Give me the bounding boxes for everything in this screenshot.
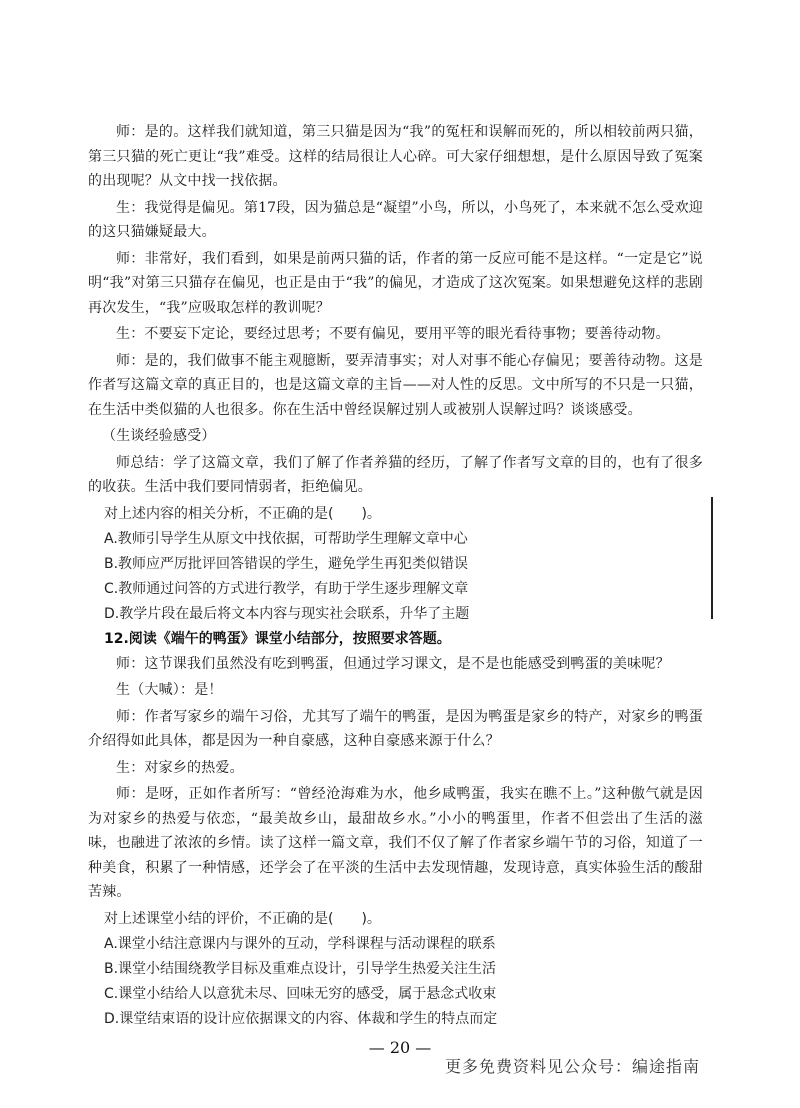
option-d: D.课堂结束语的设计应依据课文的内容、体裁和学生的特点而定	[104, 1010, 498, 1027]
paragraph: 师：这节课我们虽然没有吃到鸭蛋，但通过学习课文，是不是也能感受到鸭蛋的美味呢？	[116, 655, 670, 672]
question-stem: 对上述课堂小结的评价，不正确的是( )。	[104, 910, 381, 927]
question-heading: 12.阅读《端午的鸭蛋》课堂小结部分，按照要求答题。	[104, 630, 451, 647]
footer-note: 更多免费资料见公众号：编途指南	[444, 1057, 700, 1076]
paragraph: 师：是的，我们做事不能主观臆断，要弄清事实；对人对事不能心存偏见；要善待动物。这是作者写这篇文章的真正目的，也是这篇文章的主旨——对人性的反思。文中所写的不只是一只猫，在生活中类似猫的人也很多。你在生活中曾经误解过别人或被别人误解过吗？谈谈感受。	[88, 352, 703, 418]
question-12	[88, 627, 703, 1032]
dialogue-block-cat	[88, 120, 703, 500]
paragraph: 师：非常好，我们看到，如果是前两只猫的话，作者的第一反应可能不是这样。“一定是它”说明“我”对第三只猫存在偏见，也正是由于“我”的偏见，才造成了这次冤案。如果想避免这样的悲剧再次发生，“我”应吸取怎样的教训呢？	[88, 250, 703, 316]
option-a: A.课堂小结注意课内与课外的互动，学科课程与活动课程的联系	[104, 935, 496, 952]
option-d: D.教学片段在最后将文本内容与现实社会联系，升华了主题	[104, 605, 470, 622]
paragraph: 生：对家乡的热爱。	[116, 759, 244, 776]
page-body	[88, 120, 703, 1032]
option-b: B.课堂小结围绕教学目标及重难点设计，引导学生热爱关注生活	[104, 960, 497, 977]
paragraph: （生谈经验感受）	[102, 428, 216, 444]
paragraph: 生（大喊）：是！	[116, 682, 223, 698]
question-11	[88, 502, 703, 627]
option-b: B.教师应严厉批评回答错误的学生，避免学生再犯类似错误	[104, 555, 469, 572]
paragraph: 师：作者写家乡的端午习俗，尤其写了端午的鸭蛋，是因为鸭蛋是家乡的特产，对家乡的鸭蛋介绍得如此具体，都是因为一种自豪感，这种自豪感来源于什么？	[88, 708, 703, 749]
margin-scan-mark	[711, 545, 713, 619]
paragraph: 生：不要妄下定论，要经过思考；不要有偏见，要用平等的眼光看待事物；要善待动物。	[116, 326, 670, 342]
page-number: — 20 —	[368, 1038, 432, 1057]
paragraph: 师：是的。这样我们就知道，第三只猫是因为“我”的冤枉和误解而死的，所以相较前两只猫，第三只猫的死亡更让“我”难受。这样的结局很让人心碎。可大家仔细想想，是什么原因导致了冤案的出现呢？从文中找一找依据。	[88, 124, 703, 189]
paragraph: 师：是呀，正如作者所写：“曾经沧海难为水，他乡咸鸭蛋，我实在瞧不上。”这种傲气就是因为对家乡的热爱与依恋，“最美故乡山，最甜故乡水。”小小的鸭蛋里，作者不但尝出了生活的滋味，也融进了浓浓的乡情。读了这样一篇文章，我们不仅了解了作者家乡端午节的习俗，知道了一种美食，积累了一种情感，还学会了在平淡的生活中去发现情趣，发现诗意，真实体验生活的酸甜苦辣。	[88, 786, 703, 900]
question-stem: 对上述内容的相关分析，不正确的是( )。	[104, 505, 381, 522]
option-a: A.教师引导学生从原文中找依据，可帮助学生理解文章中心	[104, 530, 468, 547]
option-c: C.教师通过问答的方式进行教学，有助于学生逐步理解文章	[104, 580, 469, 597]
paragraph: 生：我觉得是偏见。第17段，因为猫总是“凝望”小鸟，所以，小鸟死了，本来就不怎么受欢迎的这只猫嫌疑最大。	[88, 199, 703, 240]
paragraph: 师总结：学了这篇文章，我们了解了作者养猫的经历，了解了作者写文章的目的，也有了很多的收获。生活中我们要同情弱者，拒绝偏见。	[88, 454, 703, 495]
option-c: C.课堂小结给人以意犹未尽、回味无穷的感受，属于悬念式收束	[104, 985, 497, 1002]
